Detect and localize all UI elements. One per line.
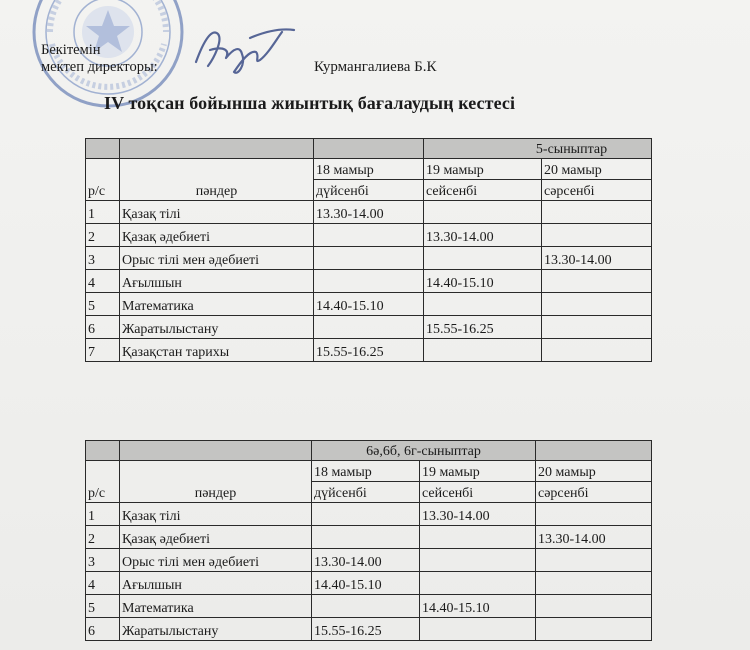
col-header-date: 20 мамыр [536,461,652,482]
col-header-date: 19 мамыр [424,159,542,180]
director-signature [190,20,302,80]
table-group-row [86,139,652,159]
class-group-label: 6ә,6б, 6г-сыныптар [312,441,536,461]
table-row: 2 Қазақ әдебиеті 13.30-14.00 [86,526,652,549]
table-row: 1 Қазақ тілі 13.30-14.00 [86,503,652,526]
table-row: 6 Жаратылыстану 15.55-16.25 [86,316,652,339]
table-row: 1 Қазақ тілі 13.30-14.00 [86,201,652,224]
table-row: 3 Орыс тілі мен әдебиеті 13.30-14.00 [86,549,652,572]
col-header-number: р/с [86,159,120,201]
table-row: 3 Орыс тілі мен әдебиеті 13.30-14.00 [86,247,652,270]
col-header-date: 18 мамыр [314,159,424,180]
approve-label: Бекітемін [41,42,101,58]
table-row: 2 Қазақ әдебиеті 13.30-14.00 [86,224,652,247]
col-header-subject: пәндер [120,461,312,503]
col-header-weekday: сейсенбі [420,482,536,503]
page-title: IV тоқсан бойынша жиынтық бағалаудың кестесі [104,93,516,113]
director-name: Курмангалиева Б.К [314,59,437,75]
table-row: 4 Ағылшын 14.40-15.10 [86,572,652,595]
col-header-subject: пәндер [120,159,314,201]
table-row: 6 Жаратылыстану 15.55-16.25 [86,618,652,641]
col-header-date: 20 мамыр [542,159,652,180]
director-role-label: мектеп директоры: [41,59,158,75]
col-header-date: 19 мамыр [420,461,536,482]
table-row: 5 Математика 14.40-15.10 [86,293,652,316]
table-group-row [86,441,652,461]
table-row: 4 Ағылшын 14.40-15.10 [86,270,652,293]
col-header-date: 18 мамыр [312,461,420,482]
col-header-weekday: сейсенбі [424,180,542,201]
col-header-number: р/с [86,461,120,503]
table-row: 5 Математика 14.40-15.10 [86,595,652,618]
col-header-weekday: дүйсенбі [314,180,424,201]
class-group-label: 5-сыныптар [424,139,652,159]
col-header-weekday: дүйсенбі [312,482,420,503]
col-header-weekday: сәрсенбі [536,482,652,503]
schedule-table-grade6 [85,440,652,641]
col-header-weekday: сәрсенбі [542,180,652,201]
table-row: 7 Қазақстан тарихы 15.55-16.25 [86,339,652,362]
schedule-table-grade5 [85,138,652,362]
